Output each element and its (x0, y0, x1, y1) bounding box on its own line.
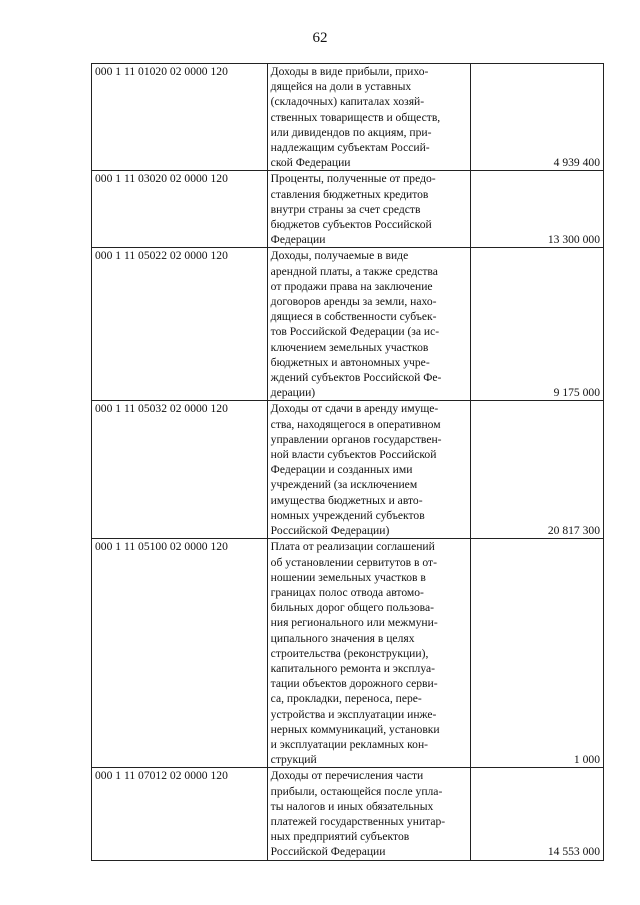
table-row (92, 171, 604, 248)
budget-code: 000 1 11 07012 02 0000 120 (92, 768, 268, 860)
budget-code: 000 1 11 01020 02 0000 120 (92, 64, 268, 171)
revenue-description: Доходы от перечисления части прибыли, остающейся после упла- ты налогов и иных обязательных платежей государственных унитар- ных предприятий субъектов Российской Федерации (267, 768, 471, 860)
amount: 4 939 400 (471, 64, 604, 171)
revenue-description: Доходы от сдачи в аренду имуще- ства, находящегося в оперативном управлении органов государствен- ной власти субъектов Российской Федерации и созданных ими учреждений (за исключением имущества бюджетных и авто- номных учреждений субъектов Российской Федерации) (267, 401, 471, 539)
revenue-description: Доходы, получаемые в виде арендной платы, а также средства от продажи права на заключение договоров аренды за земли, нахо- дящиеся в собственности субъек- тов Российской Федерации (за ис- ключением земельных участков бюджетных и автономных учре- ждений субъектов Российской Фе- дерации) (267, 248, 471, 401)
amount: 9 175 000 (471, 248, 604, 401)
revenue-description: Плата от реализации соглашений об установлении сервитутов в от- ношении земельных участков в границах полос отвода автомо- бильных дорог общего пользова- ния регионального или межмуни- ципального значения в целях строительства (реконструкции), капитального ремонта и эксплуа- тации объектов дорожного серви- са, прокладки, переноса, пере- устройства и эксплуатации инже- нерных коммуникаций, установки и эксплуатации рекламных кон- струкций (267, 539, 471, 768)
amount: 14 553 000 (471, 768, 604, 860)
revenue-description: Проценты, полученные от предо- ставления бюджетных кредитов внутри страны за счет средств бюджетов субъектов Российской Федерации (267, 171, 471, 248)
table-row (92, 401, 604, 539)
amount: 20 817 300 (471, 401, 604, 539)
revenue-description: Доходы в виде прибыли, прихо- дящейся на доли в уставных (складочных) капиталах хозяй- ственных товариществ и обществ, или дивидендов по акциям, при- надлежащим субъектам Россий- ской Федерации (267, 64, 471, 171)
table-row (92, 768, 604, 860)
amount: 13 300 000 (471, 171, 604, 248)
table-row (92, 248, 604, 401)
budget-code: 000 1 11 05032 02 0000 120 (92, 401, 268, 539)
table-row (92, 64, 604, 171)
budget-code: 000 1 11 05022 02 0000 120 (92, 248, 268, 401)
revenue-table (91, 63, 604, 861)
page-number: 62 (312, 30, 328, 46)
amount: 1 000 (471, 539, 604, 768)
table-row (92, 539, 604, 768)
budget-code: 000 1 11 03020 02 0000 120 (92, 171, 268, 248)
budget-code: 000 1 11 05100 02 0000 120 (92, 539, 268, 768)
